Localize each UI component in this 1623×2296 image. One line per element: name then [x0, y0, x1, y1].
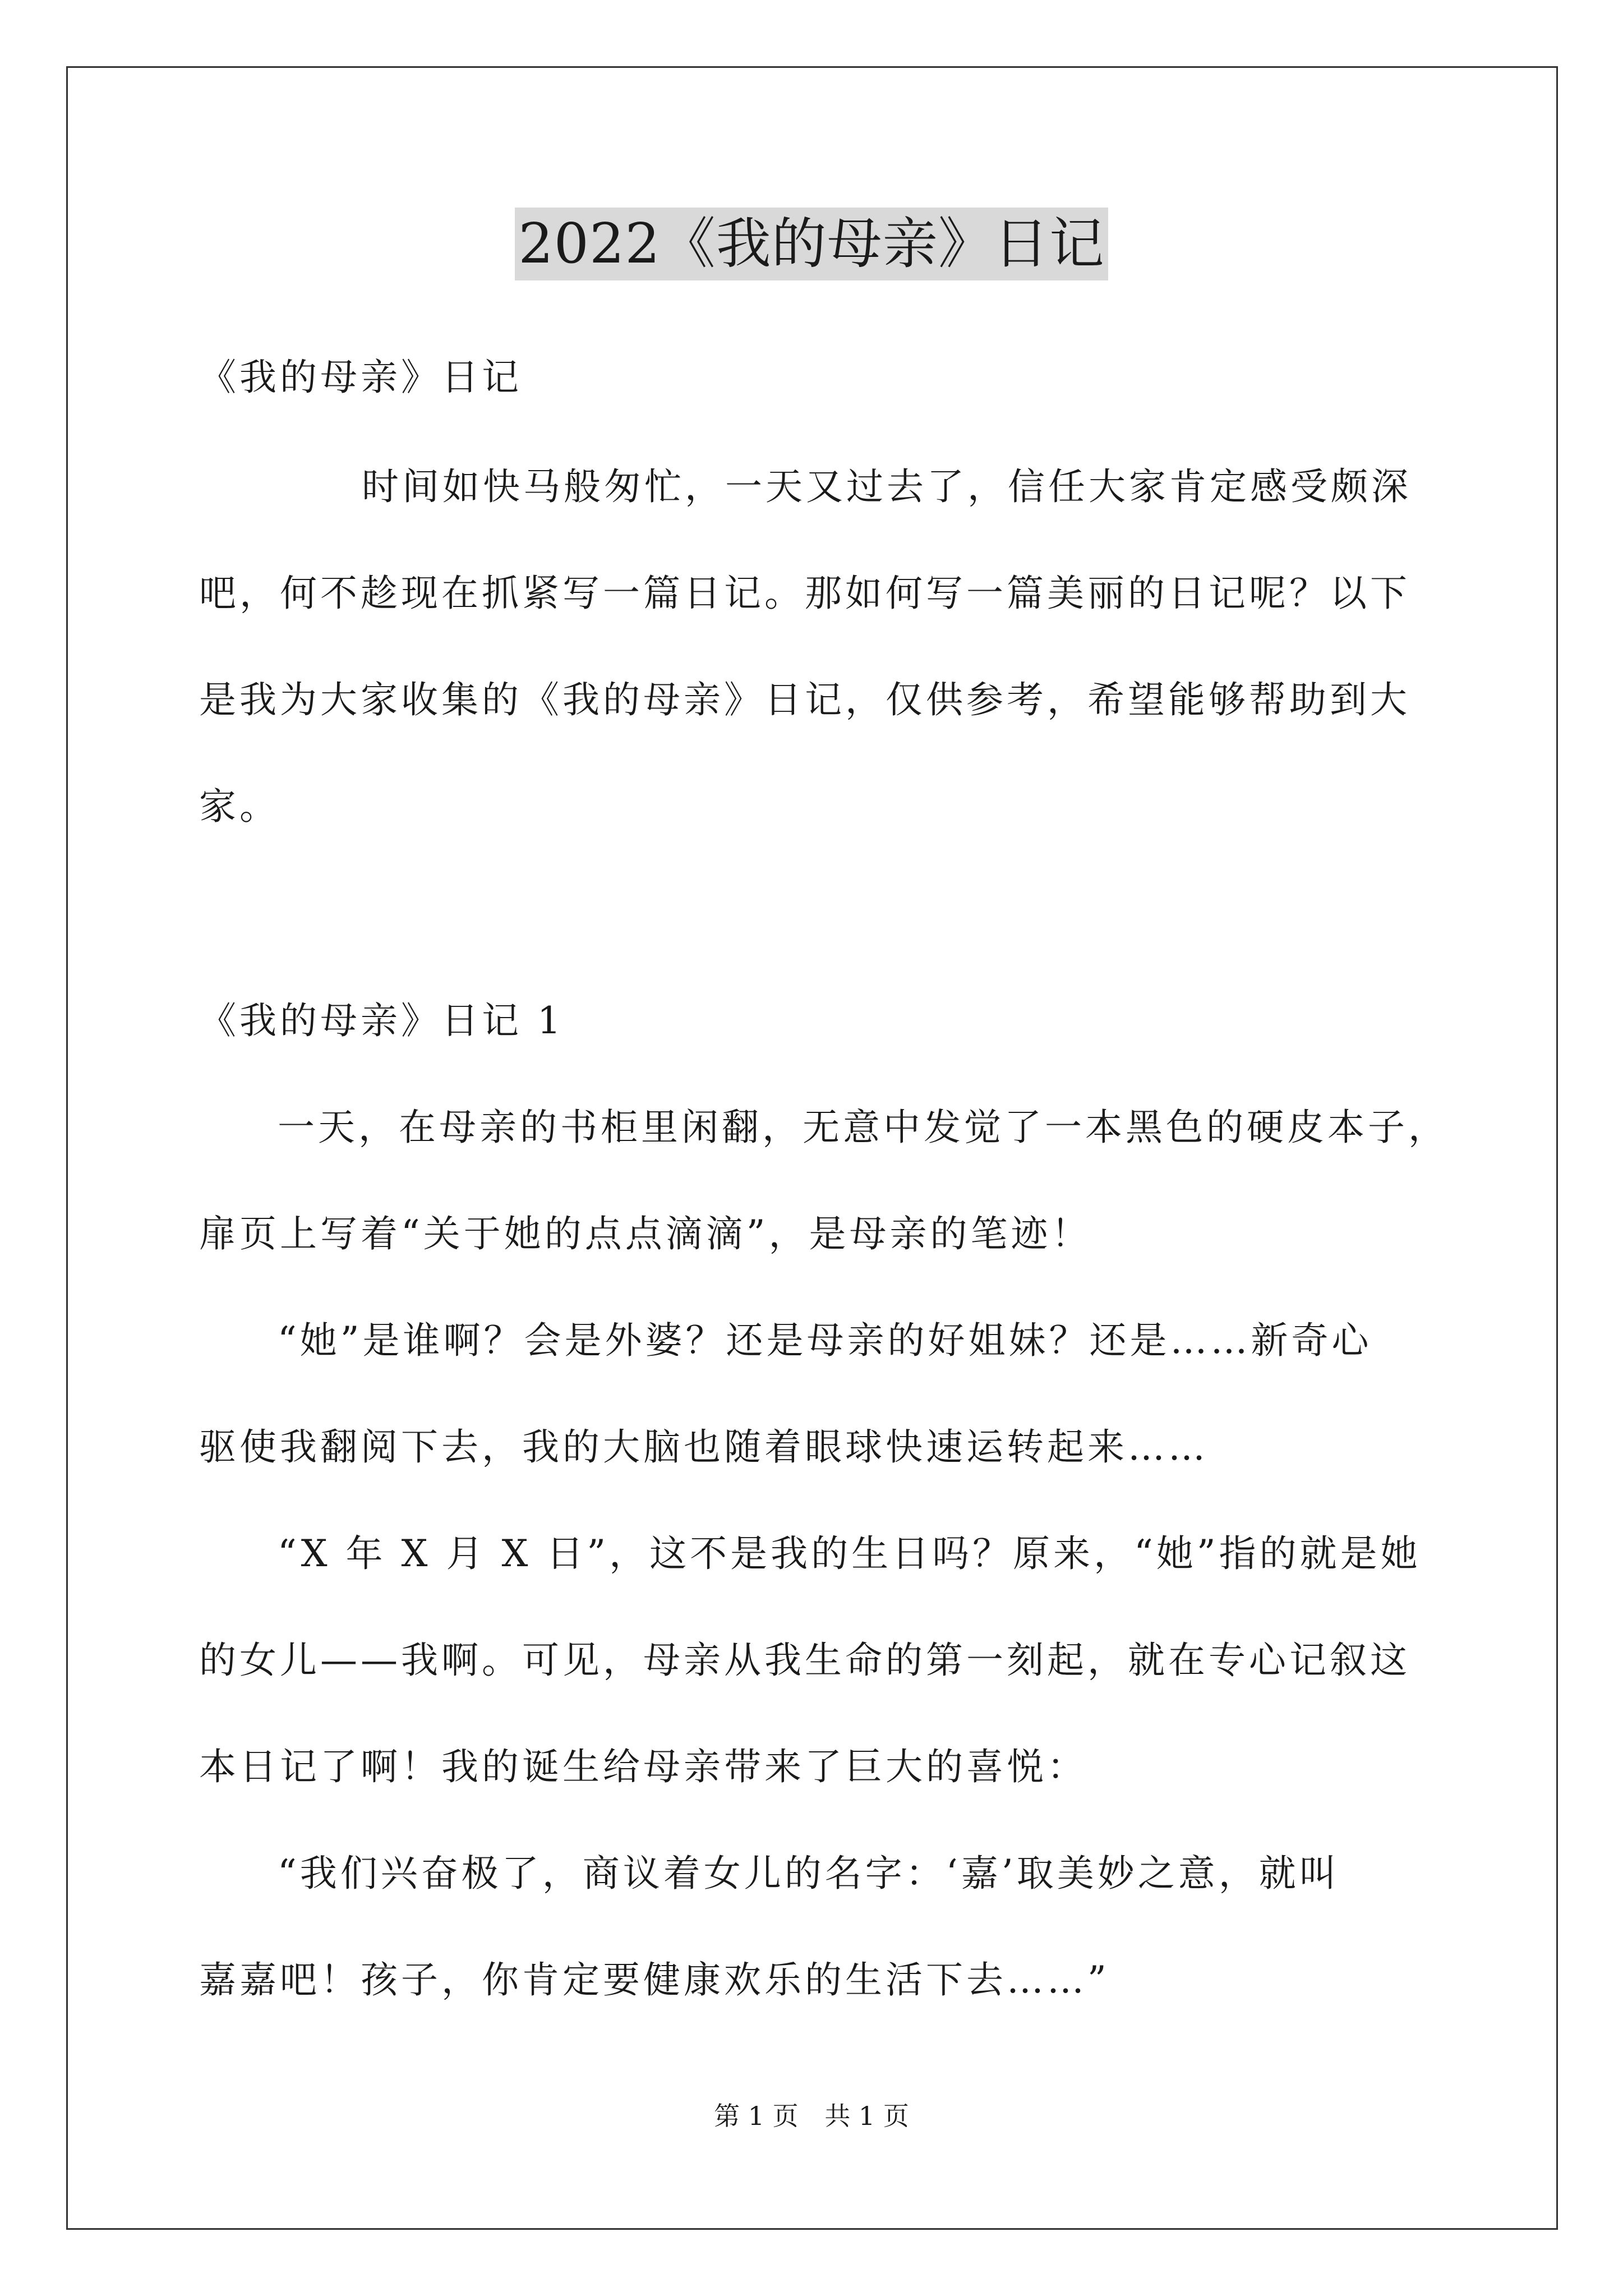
- page-total: 共 1 页: [824, 2101, 909, 2131]
- section-heading: 《我的母亲》日记: [199, 356, 522, 399]
- paragraph-line: 家。: [199, 785, 280, 828]
- paragraph-line: 驱使我翻阅下去，我的大脑也随着眼球快速运转起来……: [199, 1425, 1209, 1469]
- title-container: [0, 208, 1623, 280]
- page-number: 第 1 页: [714, 2101, 799, 2131]
- paragraph-line: 吧，何不趁现在抓紧写一篇日记。那如何写一篇美丽的日记呢？以下: [199, 572, 1410, 615]
- paragraph-line: 扉页上写着“关于她的点点滴滴”，是母亲的笔迹！: [199, 1212, 1092, 1255]
- paragraph-line: 的女儿——我啊。可见，母亲从我生命的第一刻起，就在专心记叙这: [199, 1639, 1410, 1682]
- section-heading: 《我的母亲》日记 1: [199, 999, 564, 1042]
- paragraph-line: 本日记了啊！我的诞生给母亲带来了巨大的喜悦：: [199, 1745, 1087, 1788]
- paragraph-line: 时间如快马般匆忙，一天又过去了，信任大家肯定感受颇深: [362, 465, 1412, 508]
- paragraph-line: 一天，在母亲的书柜里闲翻，无意中发觉了一本黑色的硬皮本子，: [278, 1106, 1449, 1149]
- paragraph-line: “她”是谁啊？会是外婆？还是母亲的好姐妹？还是……新奇心: [278, 1319, 1372, 1362]
- paragraph-line: “X 年 X 月 X 日”，这不是我的生日吗？原来，“她”指的就是她: [278, 1532, 1421, 1575]
- paragraph-line: 是我为大家收集的《我的母亲》日记，仅供参考，希望能够帮助到大: [199, 678, 1410, 721]
- paragraph-line: “我们兴奋极了，商议着女儿的名字：‘嘉’取美妙之意，就叫: [278, 1852, 1340, 1895]
- document-title: 2022《我的母亲》日记: [515, 208, 1108, 280]
- page-footer: [0, 2099, 1623, 2133]
- paragraph-line: 嘉嘉吧！孩子，你肯定要健康欢乐的生活下去……”: [199, 1958, 1110, 2001]
